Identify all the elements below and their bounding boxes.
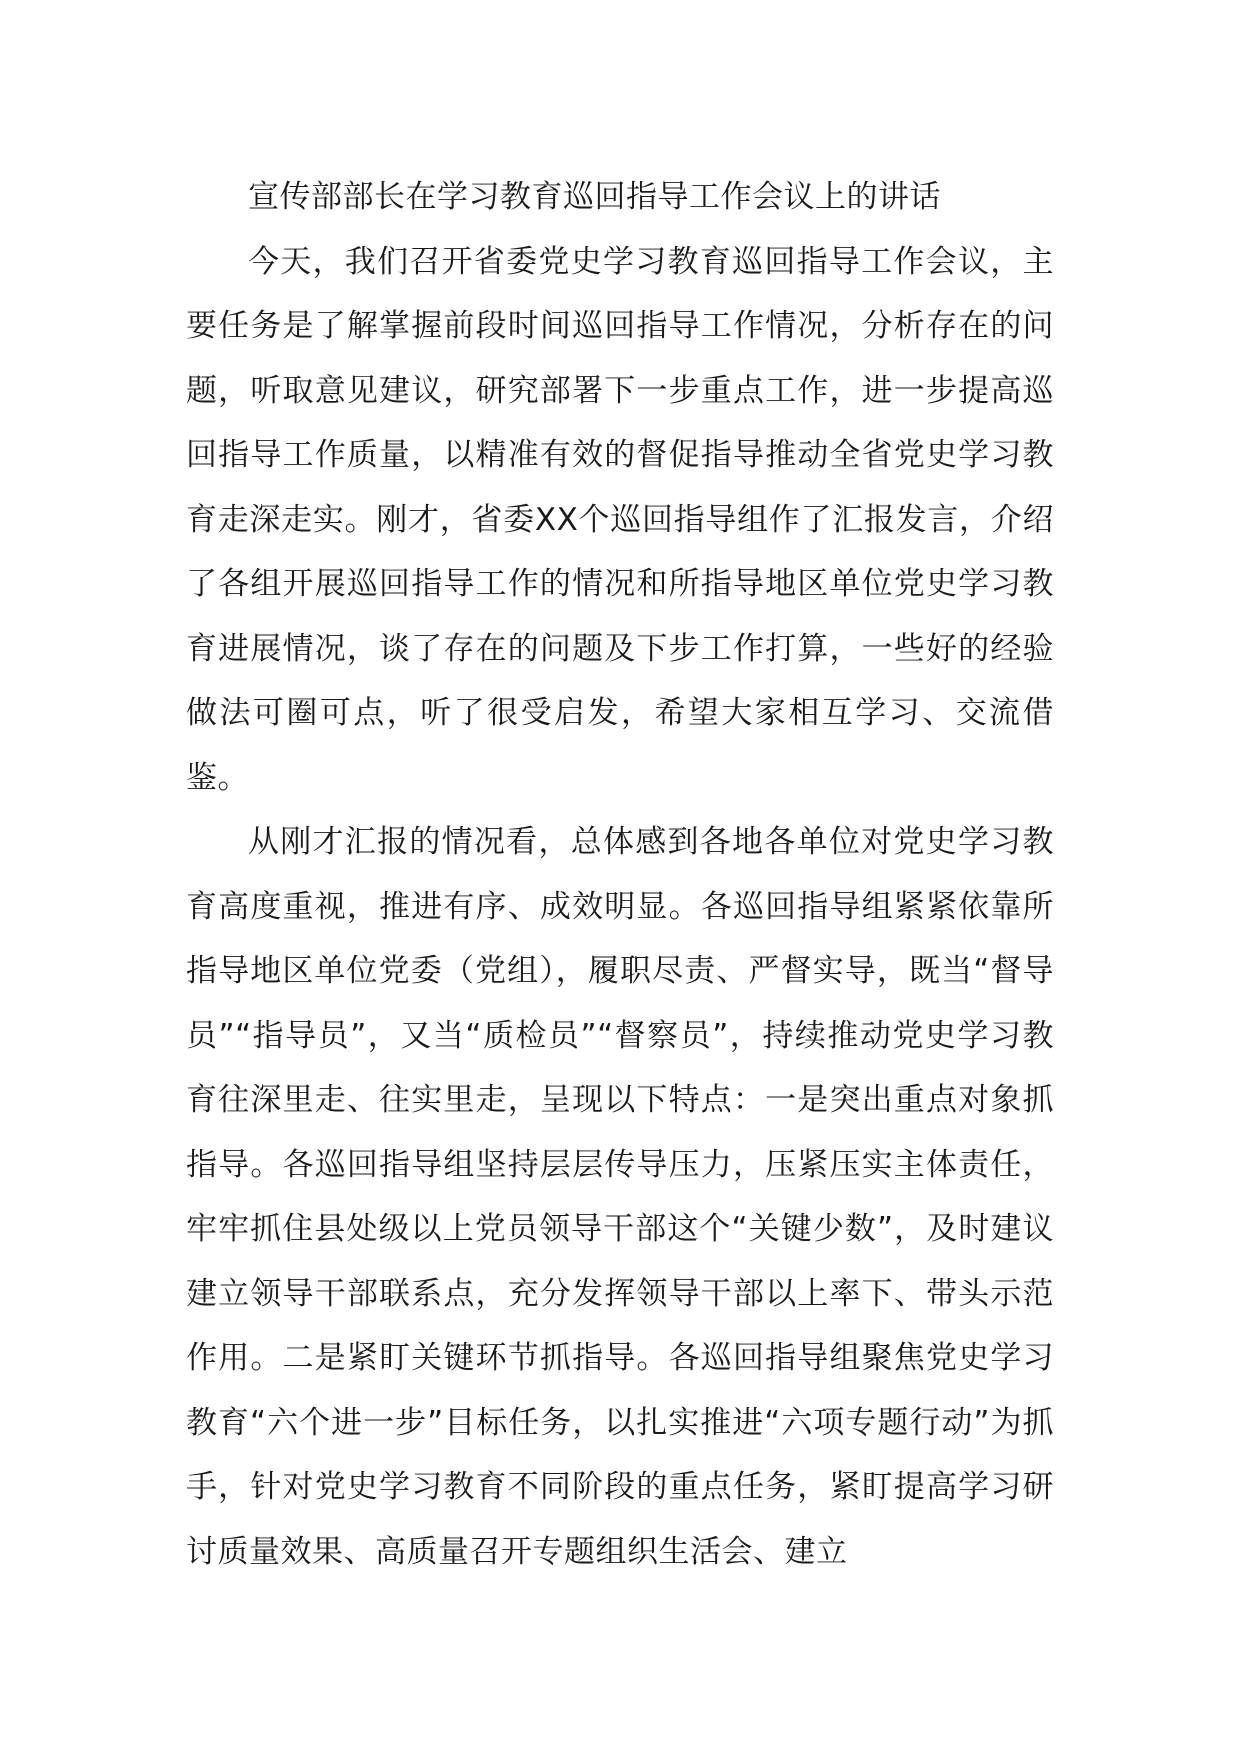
- document-body: [186, 165, 1054, 1584]
- document-title: 宣传部部长在学习教育巡回指导工作会议上的讲话: [248, 179, 941, 215]
- paragraph-1: 今天，我们召开省委党史学习教育巡回指导工作会议，主要任务是了解掌握前段时间巡回指导工作情况，分析存在的问题，听取意见建议，研究部署下一步重点工作，进一步提高巡回指导工作质量，以精准有效的督促指导推动全省党史学习教育走深走实。刚才，省委XX个巡回指导组作了汇报发言，介绍了各组开展巡回指导工作的情况和所指导地区单位党史学习教育进展情况，谈了存在的问题及下步工作打算，一些好的经验做法可圈可点，听了很受启发，希望大家相互学习、交流借鉴。: [186, 243, 1054, 796]
- paragraph-2: 从刚才汇报的情况看，总体感到各地各单位对党史学习教育高度重视，推进有序、成效明显。各巡回指导组紧紧依靠所指导地区单位党委（党组），履职尽责、严督实导，既当“督导员”“指导员”，又当“质检员”“督察员”，持续推动党史学习教育往深里走、往实里走，呈现以下特点：一是突出重点对象抓指导。各巡回指导组坚持层层传导压力，压紧压实主体责任，牢牢抓住县处级以上党员领导干部这个“关键少数”，及时建议建立领导干部联系点，充分发挥领导干部以上率下、带头示范作用。二是紧盯关键环节抓指导。各巡回指导组聚焦党史学习教育“六个进一步”目标任务，以扎实推进“六项专题行动”为抓手，针对党史学习教育不同阶段的重点任务，紧盯提高学习研讨质量效果、高质量召开专题组织生活会、建立: [186, 824, 1054, 1570]
